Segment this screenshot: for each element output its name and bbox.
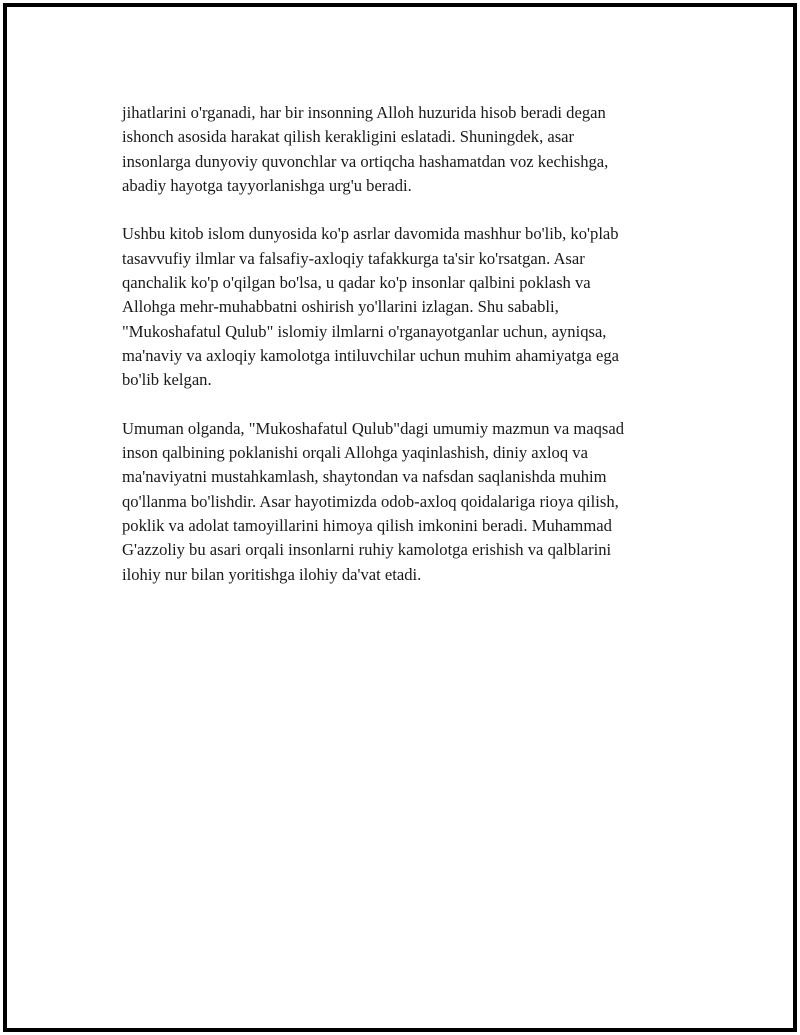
paragraph-3 (122, 417, 702, 587)
text-line: ilohiy nur bilan yoritishga ilohiy da'vat etadi. (122, 564, 422, 584)
text-line: ma'naviyatni mustahkamlash, shaytondan va nafsdan saqlanishda muhim (122, 467, 607, 487)
text-line: "Mukoshafatul Qulub" islomiy ilmlarni o'rganayotganlar uchun, ayniqsa, (122, 321, 607, 341)
page-frame (3, 3, 797, 1032)
text-line: insonlarga dunyoviy quvonchlar va ortiqcha hashamatdan voz kechishga, (122, 151, 609, 171)
paragraph-2 (122, 222, 702, 392)
text-line: Umuman olganda, "Mukoshafatul Qulub"dagi umumiy mazmun va maqsad (122, 418, 625, 438)
text-line: abadiy hayotga tayyorlanishga urg'u beradi. (122, 175, 412, 195)
paragraph-1 (122, 101, 702, 198)
text-line: poklik va adolat tamoyillarini himoya qilish imkonini beradi. Muhammad (122, 516, 612, 536)
document-body (122, 101, 702, 611)
text-line: tasavvufiy ilmlar va falsafiy-axloqiy tafakkurga ta'sir ko'rsatgan. Asar (122, 248, 585, 268)
text-line: ma'naviy va axloqiy kamolotga intiluvchilar uchun muhim ahamiyatga ega (122, 345, 619, 365)
text-line: ishonch asosida harakat qilish kerakligini eslatadi. Shuningdek, asar (122, 127, 575, 147)
text-line: G'azzoliy bu asari orqali insonlarni ruhiy kamolotga erishish va qalblarini (122, 540, 612, 560)
text-line: qanchalik ko'p o'qilgan bo'lsa, u qadar ko'p insonlar qalbini poklash va (122, 273, 591, 293)
text-line: Allohga mehr-muhabbatni oshirish yo'llarini izlagan. Shu sababli, (122, 297, 559, 317)
text-line: inson qalbining poklanishi orqali Allohga yaqinlashish, diniy axloq va (122, 443, 588, 463)
text-line: Ushbu kitob islom dunyosida ko'p asrlar davomida mashhur bo'lib, ko'plab (122, 224, 619, 244)
text-line: qo'llanma bo'lishdir. Asar hayotimizda odob-axloq qoidalariga rioya qilish, (122, 491, 619, 511)
text-line: bo'lib kelgan. (122, 370, 212, 390)
text-line: jihatlarini o'rganadi, har bir insonning Alloh huzurida hisob beradi degan (122, 103, 606, 122)
